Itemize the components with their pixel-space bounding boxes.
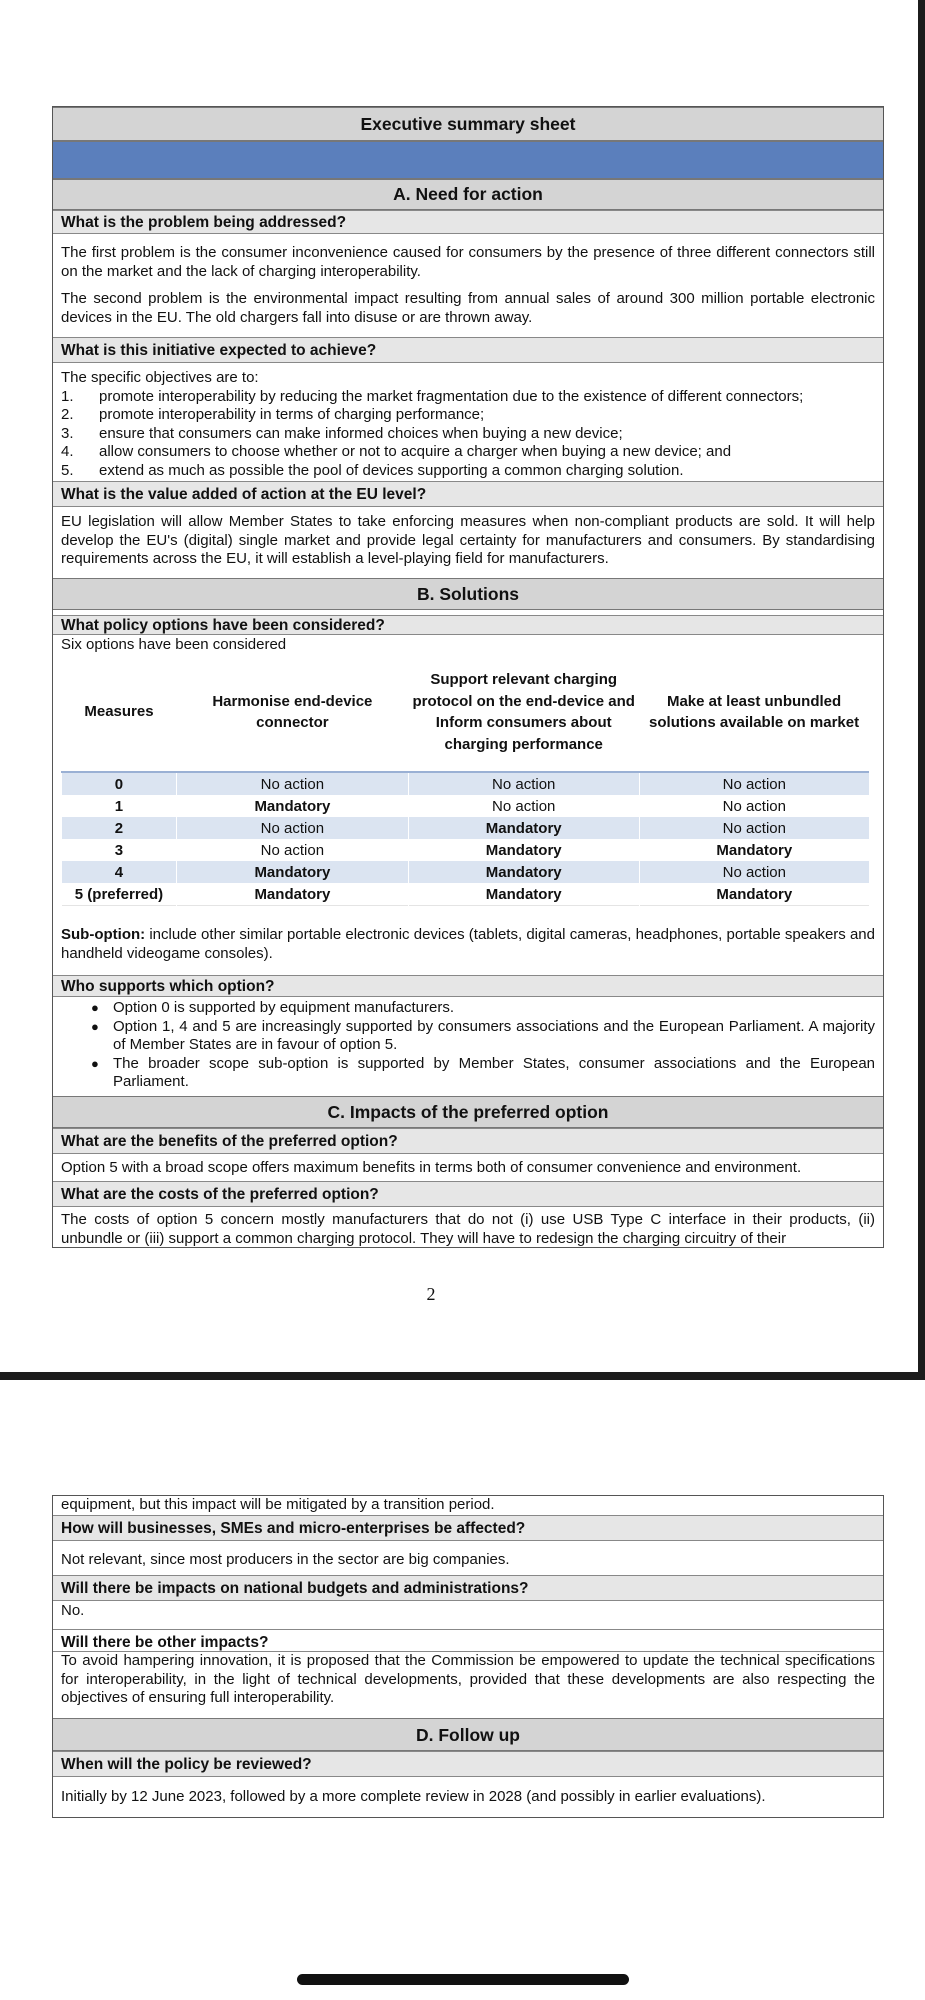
section-a-heading: A. Need for action [53,179,883,210]
question-problem: What is the problem being addressed? [53,210,883,234]
question-value: What is the value added of action at the EU level? [53,481,883,507]
page-divider [0,1372,925,1380]
table-header-row [62,653,870,772]
home-indicator[interactable] [297,1974,629,1985]
table-row: 1 Mandatory No action No action [62,795,870,817]
table-row: 0 No action No action No action [62,772,870,795]
column-header: Harmonise end-device connector [212,692,373,731]
objectives-list [53,388,883,481]
problem-paragraph-2: The second problem is the environmental impact resulting from annual sales of around 300 million portable electronic devices in the EU. The old chargers fall into disuse or are thrown away. [61,290,875,326]
options-table [61,653,869,906]
summary-sheet-box [52,106,884,1248]
list-item: ● Option 0 is supported by equipment manufacturers. [91,999,455,1016]
objectives-intro: The specific objectives are to: [61,369,259,386]
table-row: 5 (preferred) Mandatory Mandatory Mandatory [62,883,870,906]
question-businesses: How will businesses, SMEs and micro-enterprises be affected? [53,1515,883,1541]
table-row: 4 Mandatory Mandatory No action [62,861,870,883]
question-costs: What are the costs of the preferred option? [53,1181,883,1207]
value-text: EU legislation will allow Member States to take enforcing measures when non-compliant products are sold. It will help develop the EU's (digital) single market and provide legal certainty for manufacturers and consumers. By standardising requirements across the EU, it will establish a level-playing field for manufacturers. [61,513,875,567]
question-benefits: What are the benefits of the preferred option? [53,1128,883,1154]
costs-text: The costs of option 5 concern mostly manufacturers that do not (i) use USB Type C interface in their products, (ii) unbundle or (iii) support a common charging protocol. They will have to redesign the charging circuitry of their [61,1211,875,1247]
section-b-heading: B. Solutions [53,578,883,610]
sheet-title: Executive summary sheet [53,107,883,141]
list-item: ● The broader scope sub-option is supported by Member States, consumer associations and the European Parliament. [91,1054,875,1090]
list-item: ● Option 1, 4 and 5 are increasingly supported by consumers associations and the European Parliament. A majority of Member States are in favour of option 5. [91,1017,875,1053]
blue-band [53,141,883,179]
suboption-label: Sub-option: [61,926,146,943]
budgets-text: No. [61,1602,85,1619]
section-d-heading: D. Follow up [53,1718,883,1751]
question-options: What policy options have been considered? [53,615,883,635]
section-c-heading: C. Impacts of the preferred option [53,1096,883,1128]
question-budgets: Will there be impacts on national budgets and administrations? [53,1575,883,1601]
column-header: Measures [84,703,154,721]
summary-sheet-box-continued [52,1495,884,1818]
other-impacts-text: To avoid hampering innovation, it is proposed that the Commission be empowered to update the technical specifications for interoperability, in the light of technical developments, provided that these developments are also respecting the objectives of ensuring full interoperability. [61,1652,875,1706]
rule [53,1629,883,1630]
question-other-impacts: Will there be other impacts? [53,1634,883,1652]
question-supports: Who supports which option? [53,975,883,997]
column-header: Support relevant charging protocol on the end-device and Inform consumers about charging performance [412,671,635,753]
question-achieve: What is this initiative expected to achieve? [53,337,883,363]
review-text: Initially by 12 June 2023, followed by a more complete review in 2028 (and possibly in earlier evaluations). [61,1788,766,1805]
suboption-text: Sub-option: include other similar portable electronic devices (tablets, digital cameras, headphones, portable speakers and handheld videogame consoles). [61,926,875,962]
objective-item: 2. promote interoperability in terms of charging performance; [61,406,485,423]
objectives-block [53,369,883,480]
businesses-text: Not relevant, since most producers in the sector are big companies. [61,1551,510,1568]
objective-item: 5. extend as much as possible the pool of devices supporting a common charging solution. [61,461,684,479]
objective-item: 4. allow consumers to choose whether or not to acquire a charger when buying a new device; and [61,443,732,460]
column-header: Make at least unbundled solutions available on market [649,692,860,731]
costs-continued-text: equipment, but this impact will be mitigated by a transition period. [61,1496,495,1513]
benefits-text: Option 5 with a broad scope offers maximum benefits in terms both of consumer convenience and environment. [61,1159,802,1176]
objective-item: 3. ensure that consumers can make informed choices when buying a new device; [61,424,623,442]
table-row: 3 No action Mandatory Mandatory [62,839,870,861]
page-number: 2 [426,1284,436,1304]
options-intro: Six options have been considered [61,636,287,653]
page-edge-shadow [918,0,925,1378]
supports-block [53,999,883,1092]
problem-paragraph-1: The first problem is the consumer inconvenience caused for consumers by the presence of three different connectors still on the market and the lack of charging interoperability. [61,244,875,280]
supports-list [53,999,883,1092]
problem-text [53,244,883,327]
question-review: When will the policy be reviewed? [53,1751,883,1777]
objective-item: 1. promote interoperability by reducing the market fragmentation due to the existence of different connectors; [61,387,804,405]
table-row: 2 No action Mandatory No action [62,817,870,839]
